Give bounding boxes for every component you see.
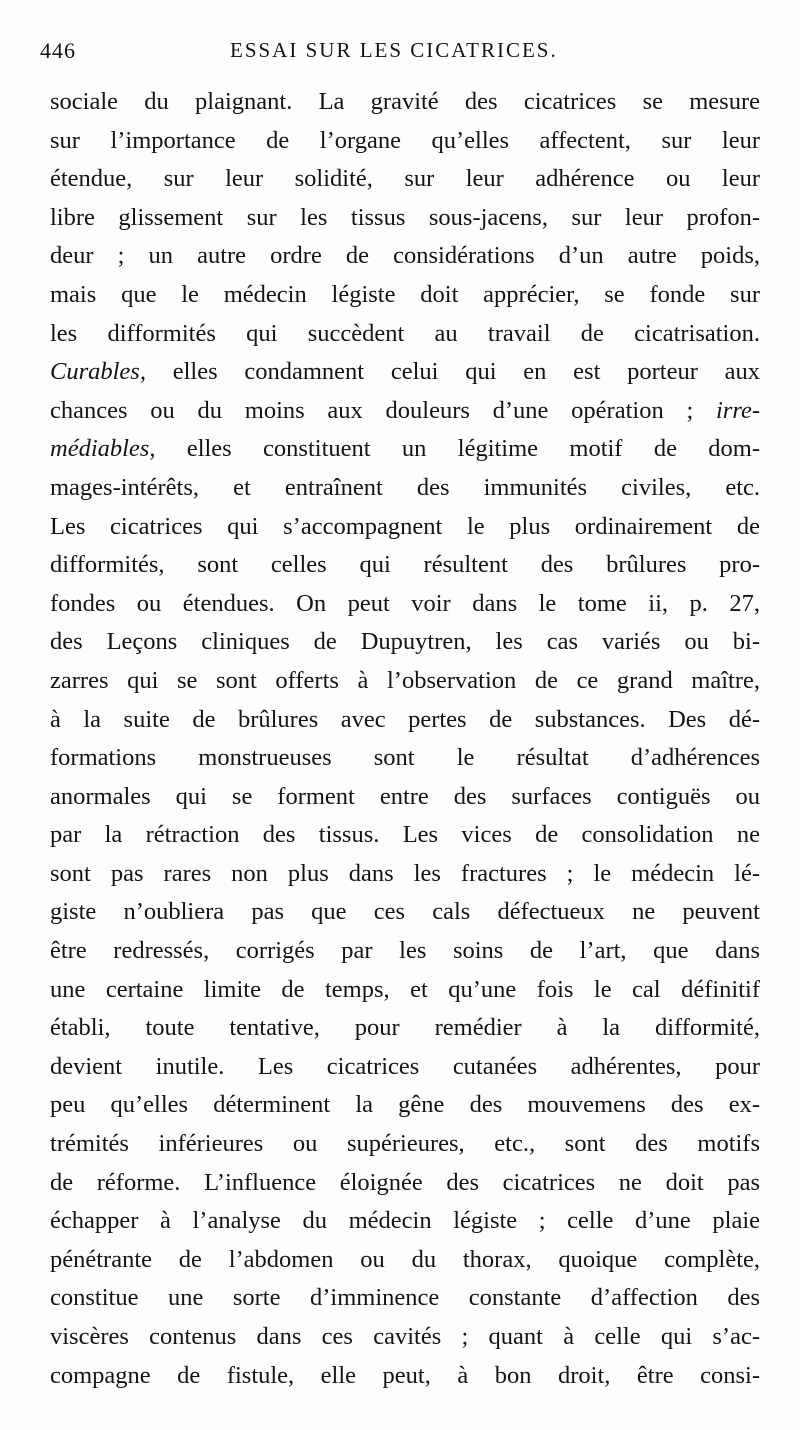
text-line bbox=[50, 469, 760, 508]
line-text: établi, toute tentative, pour remédier à la difformité, bbox=[50, 1014, 760, 1042]
line-text: échapper à l’analyse du médecin légiste ; celle d’une plaie bbox=[50, 1207, 760, 1235]
text-line bbox=[50, 932, 760, 971]
line-text: elles condamnent celui qui en est porteur aux bbox=[145, 358, 760, 386]
line-text: étendue, sur leur solidité, sur leur adhérence ou leur bbox=[50, 165, 760, 193]
line-text: deur ; un autre ordre de considérations d’un autre poids, bbox=[50, 242, 760, 270]
text-line bbox=[50, 276, 760, 315]
line-text: une certaine limite de temps, et qu’une fois le cal définitif bbox=[50, 975, 760, 1003]
line-text: constitue une sorte d’imminence constante d’affection des bbox=[50, 1284, 760, 1312]
text-line bbox=[50, 430, 760, 469]
text-line bbox=[50, 1202, 760, 1241]
text-line bbox=[50, 1125, 760, 1164]
text-line bbox=[50, 893, 760, 932]
line-text: anormales qui se forment entre des surfaces contiguës ou bbox=[50, 782, 760, 810]
line-text: devient inutile. Les cicatrices cutanées adhérentes, pour bbox=[50, 1052, 760, 1080]
line-text: Les cicatrices qui s’accompagnent le plus ordinairement de bbox=[50, 512, 760, 540]
line-text: des Leçons cliniques de Dupuytren, les cas variés ou bi- bbox=[50, 628, 760, 656]
line-text: compagne de fistule, elle peut, à bon droit, être consi- bbox=[50, 1361, 760, 1389]
text-line bbox=[50, 855, 760, 894]
line-text: de réforme. L’influence éloignée des cicatrices ne doit pas bbox=[50, 1168, 760, 1196]
line-text: viscères contenus dans ces cavités ; quant à celle qui s’ac- bbox=[50, 1323, 760, 1350]
line-text: giste n’oubliera pas que ces cals défectueux ne peuvent bbox=[50, 898, 760, 926]
line-text: chances ou du moins aux douleurs d’une opération ; bbox=[50, 396, 716, 424]
line-text: formations monstrueuses sont le résultat d’adhérences bbox=[50, 744, 760, 772]
italic-text: irre- bbox=[716, 396, 760, 424]
text-line bbox=[50, 1048, 760, 1087]
text-line bbox=[50, 83, 760, 122]
text-line bbox=[50, 315, 760, 354]
text-line bbox=[50, 160, 760, 199]
text-line bbox=[50, 122, 760, 161]
text-line bbox=[50, 1164, 760, 1203]
text-line bbox=[50, 971, 760, 1010]
line-text: fondes ou étendues. On peut voir dans le tome ii, p. 27, bbox=[50, 589, 760, 617]
line-text: mais que le médecin légiste doit apprécier, se fonde sur bbox=[50, 280, 760, 308]
line-text: les difformités qui succèdent au travail de cicatrisation. bbox=[50, 319, 760, 347]
line-text: zarres qui se sont offerts à l’observation de ce grand maître, bbox=[50, 666, 760, 694]
text-line bbox=[50, 392, 760, 431]
italic-text: médiables, bbox=[50, 435, 156, 463]
page-number: 446 bbox=[40, 38, 76, 63]
line-text: être redressés, corrigés par les soins de l’art, que dans bbox=[50, 937, 760, 965]
line-text: peu qu’elles déterminent la gêne des mouvemens des ex- bbox=[50, 1091, 760, 1119]
line-text: pénétrante de l’abdomen ou du thorax, quoique complète, bbox=[50, 1245, 760, 1273]
text-line bbox=[50, 585, 760, 624]
text-line bbox=[50, 546, 760, 585]
text-line bbox=[50, 816, 760, 855]
text-line bbox=[50, 353, 760, 392]
text-line bbox=[50, 237, 760, 276]
text-line bbox=[50, 1086, 760, 1125]
text-line bbox=[50, 1318, 760, 1357]
line-text: libre glissement sur les tissus sous-jacens, sur leur profon- bbox=[50, 203, 760, 231]
line-text: elles constituent un légitime motif de dom- bbox=[155, 435, 760, 463]
text-line bbox=[50, 701, 760, 740]
line-text: trémités inférieures ou supérieures, etc., sont des motifs bbox=[50, 1130, 760, 1158]
line-text: sur l’importance de l’organe qu’elles affectent, sur leur bbox=[50, 126, 760, 154]
text-line bbox=[50, 739, 760, 778]
text-line bbox=[50, 199, 760, 238]
line-text: difformités, sont celles qui résultent des brûlures pro- bbox=[50, 551, 760, 579]
italic-text: Curables, bbox=[50, 358, 146, 386]
running-head bbox=[40, 38, 760, 78]
text-line bbox=[50, 778, 760, 817]
line-text: par la rétraction des tissus. Les vices de consolidation ne bbox=[50, 821, 760, 849]
text-line bbox=[50, 1241, 760, 1280]
line-text: à la suite de brûlures avec pertes de substances. Des dé- bbox=[50, 705, 760, 733]
body-text bbox=[50, 83, 760, 1395]
running-title: ESSAI SUR LES CICATRICES. bbox=[230, 38, 558, 62]
line-text: mages-intérêts, et entraînent des immunités civiles, etc. bbox=[50, 473, 760, 501]
line-text: sont pas rares non plus dans les fractures ; le médecin lé- bbox=[50, 859, 760, 887]
line-text: sociale du plaignant. La gravité des cicatrices se mesure bbox=[50, 88, 760, 115]
text-line bbox=[50, 1279, 760, 1318]
text-line bbox=[50, 662, 760, 701]
text-line bbox=[50, 623, 760, 662]
text-line bbox=[50, 508, 760, 547]
text-line bbox=[50, 1357, 760, 1396]
text-line bbox=[50, 1009, 760, 1048]
